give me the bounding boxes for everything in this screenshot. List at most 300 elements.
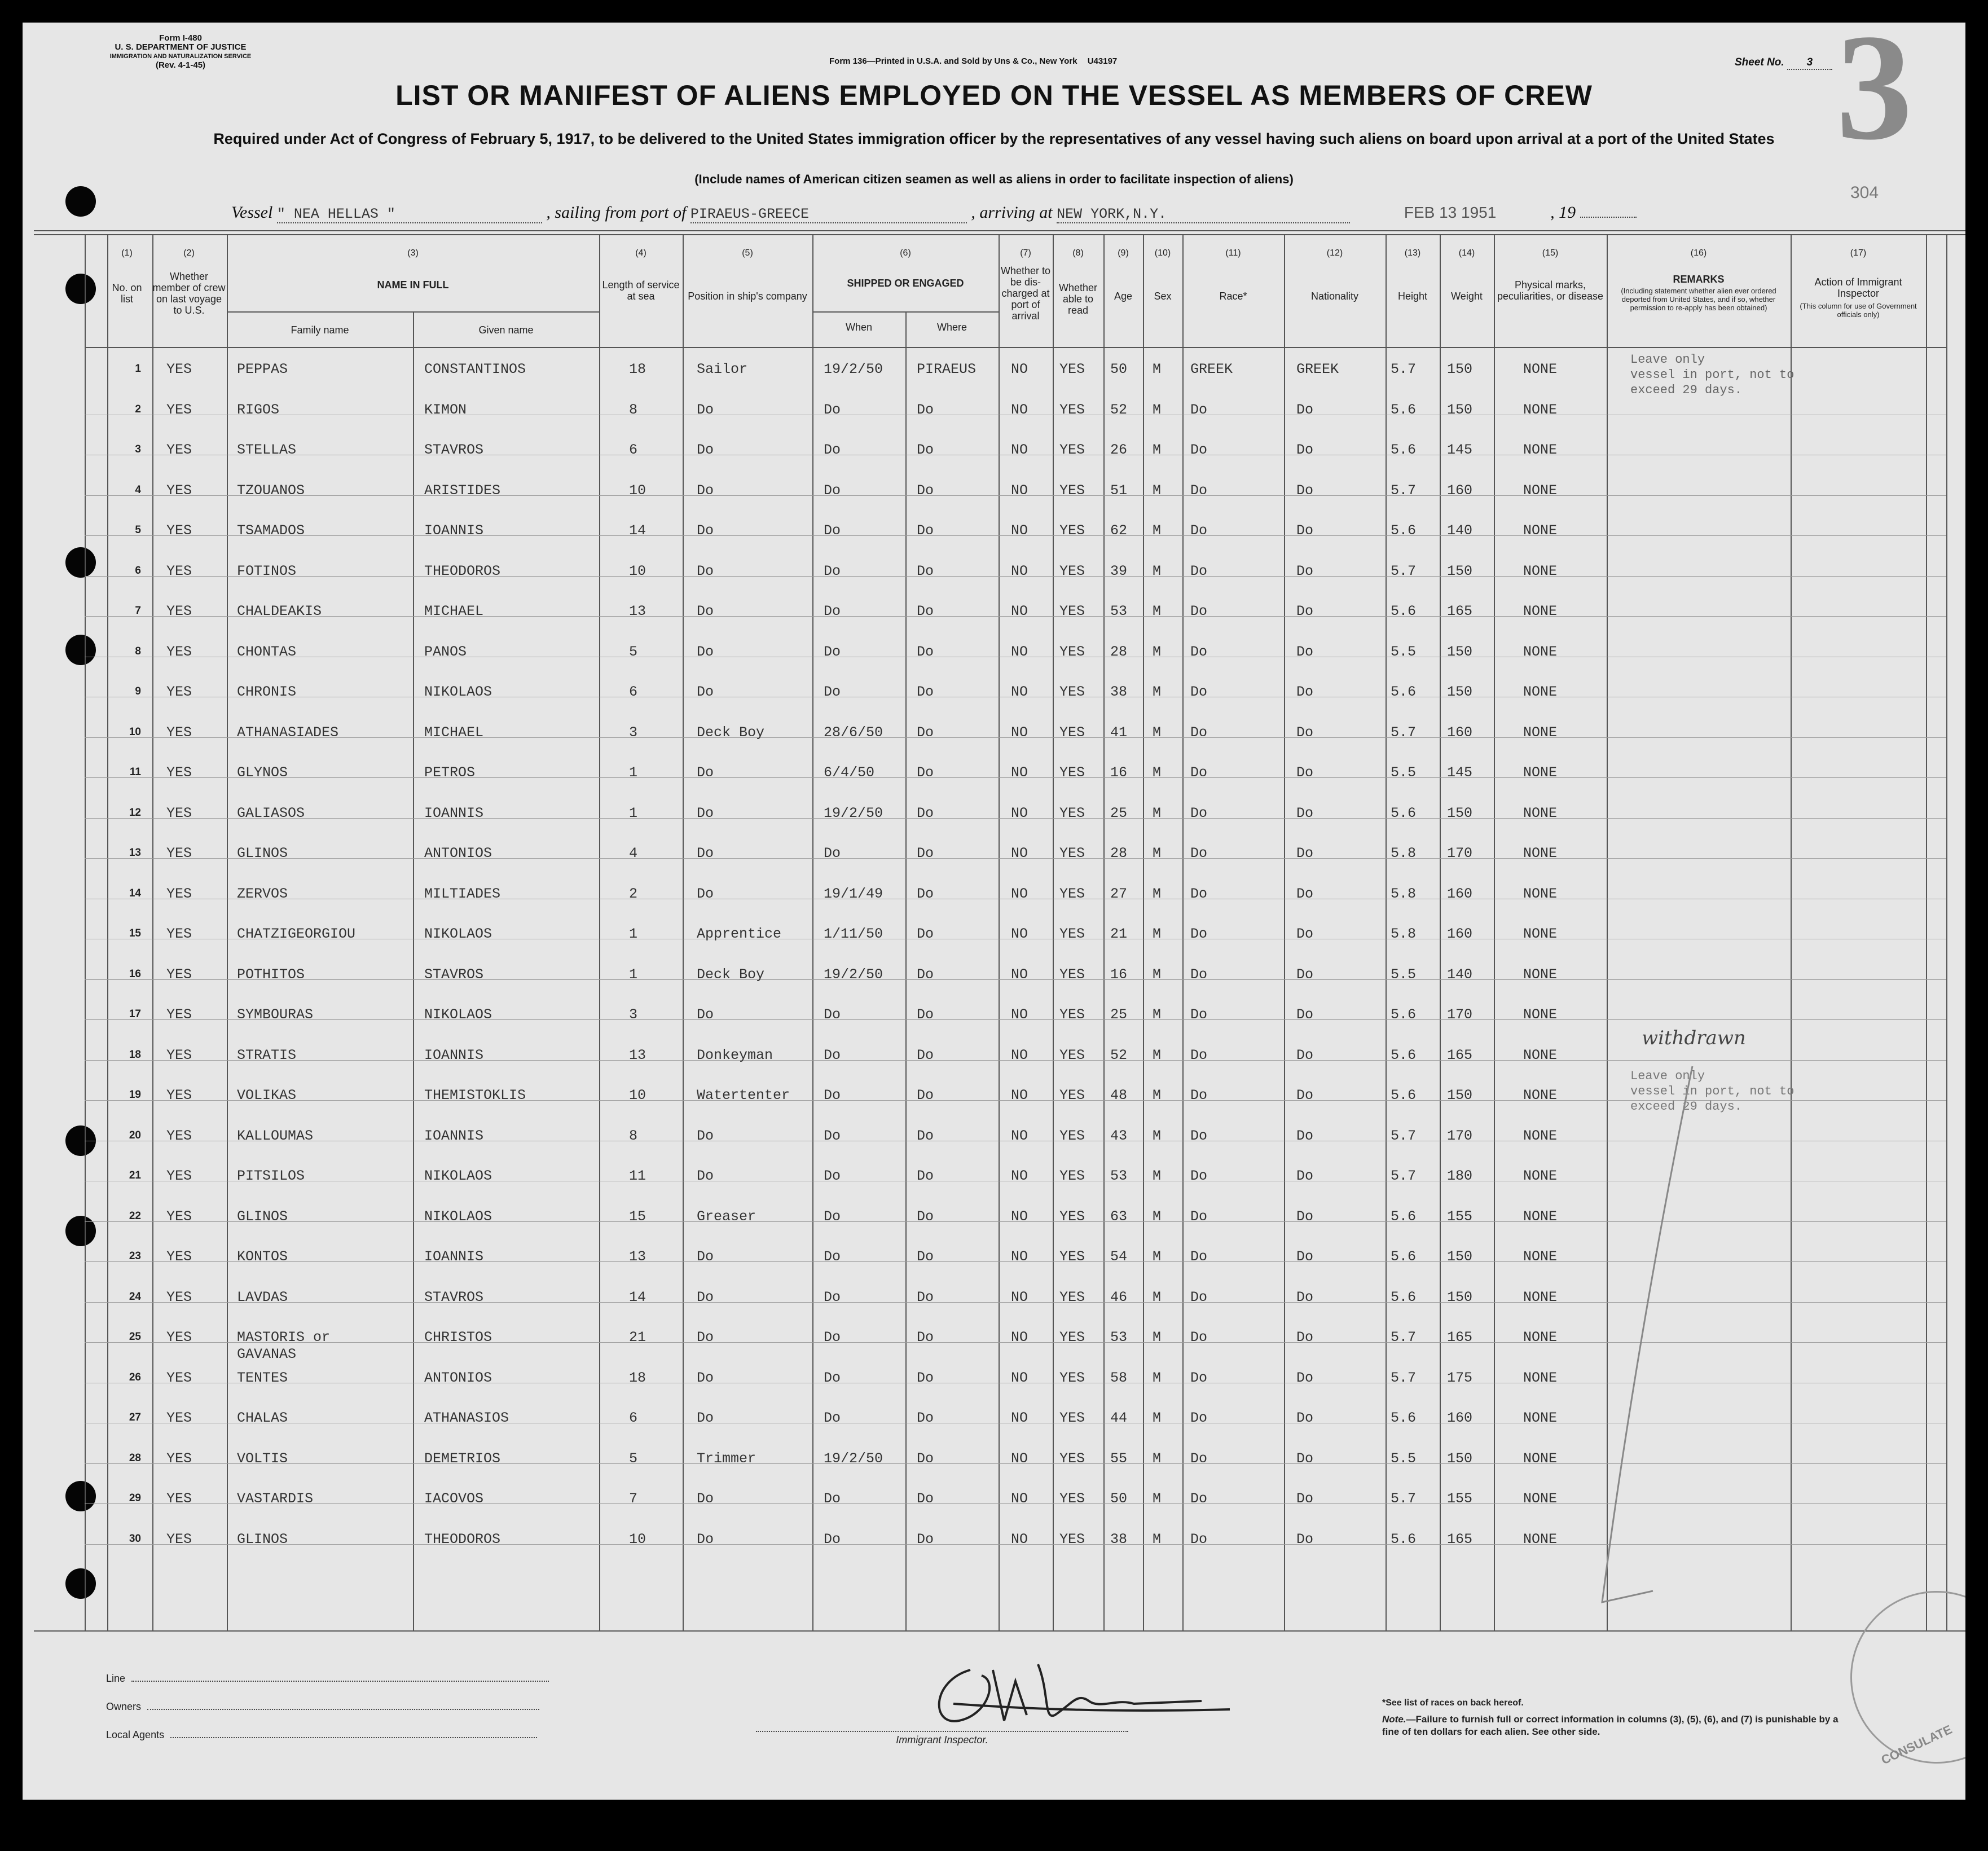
cell-when: Do	[824, 482, 841, 499]
cell-when: Do	[824, 684, 841, 700]
cell-where: PIRAEUS	[917, 361, 977, 377]
cell-family: CHALAS	[237, 1410, 288, 1426]
cell-nationality: Do	[1296, 1329, 1314, 1346]
revision: (Rev. 4-1-45)	[155, 60, 206, 70]
cell-where: Do	[917, 684, 934, 700]
cell-crew: YES	[166, 1168, 192, 1184]
cell-height: 5.6	[1391, 1289, 1417, 1305]
cell-when: 19/2/50	[824, 361, 883, 377]
cell-nationality: Do	[1296, 1289, 1314, 1305]
sheet-label: Sheet No.	[1735, 56, 1784, 68]
cell-discharged: NO	[1011, 482, 1028, 499]
cell-age: 62	[1110, 522, 1128, 539]
cell-age: 26	[1110, 442, 1128, 458]
cell-family: CHALDEAKIS	[237, 603, 322, 619]
cell-race: Do	[1190, 643, 1208, 660]
cell-height: 5.7	[1391, 1168, 1417, 1184]
cell-when: 19/1/49	[824, 885, 883, 902]
row-number: 16	[129, 968, 141, 980]
cell-given: ANTONIOS	[424, 845, 492, 861]
cell-service: 3	[629, 724, 638, 741]
service: IMMIGRATION AND NATURALIZATION SERVICE	[109, 53, 252, 60]
cell-family: GLYNOS	[237, 764, 288, 781]
cell-where: Do	[917, 885, 934, 902]
cell-crew: YES	[166, 562, 192, 579]
cell-position: Do	[697, 401, 714, 418]
grid-line	[812, 234, 813, 1630]
owners-label: Owners	[106, 1701, 142, 1712]
cell-marks: NONE	[1523, 724, 1558, 741]
cell-weight: 175	[1447, 1369, 1473, 1386]
cell-age: 52	[1110, 401, 1128, 418]
cell-where: Do	[917, 1087, 934, 1103]
note-label: Note.	[1382, 1714, 1406, 1725]
cell-nationality: Do	[1296, 724, 1314, 741]
cell-sex: M	[1153, 1450, 1162, 1467]
page-title: LIST OR MANIFEST OF ALIENS EMPLOYED ON THE VESSEL AS MEMBERS OF CREW	[395, 80, 1593, 111]
cell-where: Do	[917, 1006, 934, 1023]
cell-sex: M	[1153, 1491, 1162, 1507]
cell-read: YES	[1059, 1369, 1085, 1386]
cell-read: YES	[1059, 603, 1085, 619]
cell-weight: 165	[1447, 1329, 1473, 1346]
cell-given: IOANNIS	[424, 1127, 484, 1144]
cell-when: Do	[824, 1047, 841, 1063]
cell-sex: M	[1153, 1006, 1162, 1023]
cell-height: 5.7	[1391, 1491, 1417, 1507]
cell-when: Do	[824, 442, 841, 458]
col3-family-header: Family name	[291, 324, 349, 336]
cell-service: 1	[629, 966, 638, 983]
cell-read: YES	[1059, 361, 1085, 377]
cell-family: TSAMADOS	[237, 522, 305, 539]
cell-race: Do	[1190, 562, 1208, 579]
remark-leave-18-2: vessel in port, not to	[1630, 1084, 1795, 1098]
cell-nationality: Do	[1296, 1208, 1314, 1225]
cell-sex: M	[1153, 804, 1162, 821]
cell-weight: 150	[1447, 804, 1473, 821]
col4-header: Length of service at sea	[602, 279, 680, 302]
col11-header: Race*	[1219, 291, 1247, 302]
col1-header: No. on list	[112, 282, 142, 305]
cell-height: 5.6	[1391, 804, 1417, 821]
cell-family: LAVDAS	[237, 1289, 288, 1305]
cell-crew: YES	[166, 1006, 192, 1023]
cell-marks: NONE	[1523, 764, 1558, 781]
cell-marks: NONE	[1523, 482, 1558, 499]
cell-crew: YES	[166, 966, 192, 983]
col12-header: Nationality	[1310, 291, 1359, 302]
cell-service: 1	[629, 764, 638, 781]
cell-when: Do	[824, 603, 841, 619]
grid-line	[599, 234, 600, 1630]
grid-line	[905, 311, 907, 1630]
cell-read: YES	[1059, 522, 1085, 539]
cell-nationality: Do	[1296, 764, 1314, 781]
cell-marks: NONE	[1523, 1329, 1558, 1346]
cell-read: YES	[1059, 966, 1085, 983]
cell-position: Do	[697, 804, 714, 821]
cell-family: TZOUANOS	[237, 482, 305, 499]
cell-given: IOANNIS	[424, 1248, 484, 1265]
cell-age: 46	[1110, 1289, 1128, 1305]
cell-where: Do	[917, 603, 934, 619]
cell-family: RIGOS	[237, 401, 280, 418]
col2-header: Whether member of crew on last voyage to U.S.	[152, 271, 226, 316]
cell-weight: 140	[1447, 522, 1473, 539]
cell-race: Do	[1190, 1369, 1208, 1386]
grid-line	[1386, 234, 1387, 1630]
cell-service: 6	[629, 442, 638, 458]
cell-race: Do	[1190, 1248, 1208, 1265]
cell-weight: 150	[1447, 643, 1473, 660]
cell-service: 10	[629, 562, 646, 579]
cell-weight: 170	[1447, 1006, 1473, 1023]
cell-when: Do	[824, 1329, 841, 1346]
cell-nationality: Do	[1296, 482, 1314, 499]
cell-height: 5.8	[1391, 885, 1417, 902]
cell-crew: YES	[166, 1450, 192, 1467]
cell-position: Do	[697, 1127, 714, 1144]
cell-where: Do	[917, 1491, 934, 1507]
cell-height: 5.6	[1391, 1531, 1417, 1547]
cell-marks: NONE	[1523, 966, 1558, 983]
cell-age: 51	[1110, 482, 1128, 499]
cell-crew: YES	[166, 764, 192, 781]
cell-when: Do	[824, 401, 841, 418]
cell-height: 5.7	[1391, 482, 1417, 499]
cell-where: Do	[917, 1450, 934, 1467]
cell-crew: YES	[166, 724, 192, 741]
cell-discharged: NO	[1011, 926, 1028, 942]
cell-discharged: NO	[1011, 1531, 1028, 1547]
cell-family: GLINOS	[237, 845, 288, 861]
col6-header: SHIPPED OR ENGAGED	[847, 278, 964, 289]
cell-given: NIKOLAOS	[424, 1006, 492, 1023]
cell-sex: M	[1153, 1369, 1162, 1386]
cell-given: STAVROS	[424, 442, 484, 458]
cell-height: 5.6	[1391, 1248, 1417, 1265]
cell-marks: NONE	[1523, 1289, 1558, 1305]
cell-sex: M	[1153, 522, 1162, 539]
row-number: 9	[135, 685, 141, 697]
cell-family: CHATZIGEORGIOU	[237, 926, 356, 942]
cell-weight: 160	[1447, 482, 1473, 499]
cell-family: STELLAS	[237, 442, 297, 458]
sailing-value: PIRAEUS-GREECE	[690, 206, 967, 223]
col17-subheader: (This column for use of Government officials only)	[1800, 302, 1917, 319]
cell-height: 5.7	[1391, 1329, 1417, 1346]
cell-service: 1	[629, 926, 638, 942]
col10-num: (10)	[1154, 248, 1171, 258]
cell-where: Do	[917, 562, 934, 579]
cell-service: 18	[629, 361, 646, 377]
cell-weight: 150	[1447, 1289, 1473, 1305]
cell-crew: YES	[166, 845, 192, 861]
cell-crew: YES	[166, 926, 192, 942]
cell-height: 5.6	[1391, 1410, 1417, 1426]
cell-marks: NONE	[1523, 684, 1558, 700]
cell-read: YES	[1059, 1248, 1085, 1265]
cell-sex: M	[1153, 482, 1162, 499]
cell-height: 5.6	[1391, 401, 1417, 418]
cell-family: CHONTAS	[237, 643, 297, 660]
cell-marks: NONE	[1523, 1127, 1558, 1144]
cell-nationality: Do	[1296, 1450, 1314, 1467]
cell-marks: NONE	[1523, 1369, 1558, 1386]
cell-service: 10	[629, 1531, 646, 1547]
cell-age: 38	[1110, 684, 1128, 700]
cell-when: Do	[824, 1208, 841, 1225]
cell-service: 21	[629, 1329, 646, 1346]
cell-family: GALIASOS	[237, 804, 305, 821]
cell-crew: YES	[166, 804, 192, 821]
cell-position: Do	[697, 603, 714, 619]
cell-read: YES	[1059, 1006, 1085, 1023]
department: U. S. DEPARTMENT OF JUSTICE	[115, 42, 247, 52]
cell-crew: YES	[166, 1047, 192, 1063]
cell-service: 10	[629, 482, 646, 499]
cell-discharged: NO	[1011, 1450, 1028, 1467]
cell-read: YES	[1059, 562, 1085, 579]
cell-marks: NONE	[1523, 442, 1558, 458]
cell-discharged: NO	[1011, 1410, 1028, 1426]
cell-position: Sailor	[697, 361, 748, 377]
cell-sex: M	[1153, 724, 1162, 741]
cell-age: 28	[1110, 845, 1128, 861]
cell-sex: M	[1153, 885, 1162, 902]
cell-crew: YES	[166, 361, 192, 377]
cell-race: Do	[1190, 1208, 1208, 1225]
cell-when: 19/2/50	[824, 966, 883, 983]
cell-family: SYMBOURAS	[237, 1006, 314, 1023]
cell-height: 5.6	[1391, 1087, 1417, 1103]
col6-where-header: Where	[936, 322, 967, 333]
cell-crew: YES	[166, 1369, 192, 1386]
cell-when: Do	[824, 522, 841, 539]
col10-header: Sex	[1154, 291, 1172, 302]
cell-weight: 150	[1447, 562, 1473, 579]
cell-position: Do	[697, 1006, 714, 1023]
cell-where: Do	[917, 1248, 934, 1265]
cell-sex: M	[1153, 1208, 1162, 1225]
cell-position: Do	[697, 845, 714, 861]
cell-race: Do	[1190, 1127, 1208, 1144]
cell-position: Apprentice	[697, 926, 782, 942]
cell-race: Do	[1190, 1006, 1208, 1023]
cell-family: POTHITOS	[237, 966, 305, 983]
cell-race: Do	[1190, 724, 1208, 741]
grid-line	[227, 234, 228, 1630]
cell-read: YES	[1059, 442, 1085, 458]
cell-crew: YES	[166, 1127, 192, 1144]
inspector-signature	[920, 1647, 1235, 1743]
cell-race: Do	[1190, 1087, 1208, 1103]
cell-height: 5.7	[1391, 361, 1417, 377]
cell-position: Do	[697, 1369, 714, 1386]
cell-discharged: NO	[1011, 643, 1028, 660]
cell-family: STRATIS	[237, 1047, 297, 1063]
cell-sex: M	[1153, 926, 1162, 942]
cell-race: Do	[1190, 966, 1208, 983]
grid-line	[1791, 234, 1792, 1630]
cell-height: 5.5	[1391, 966, 1417, 983]
cell-marks: NONE	[1523, 522, 1558, 539]
cell-weight: 170	[1447, 845, 1473, 861]
vessel-value: " NEA HELLAS "	[277, 206, 542, 223]
cell-crew: YES	[166, 1289, 192, 1305]
cell-given: IOANNIS	[424, 1047, 484, 1063]
cell-height: 5.5	[1391, 1450, 1417, 1467]
cell-marks: NONE	[1523, 845, 1558, 861]
cell-age: 52	[1110, 1047, 1128, 1063]
row-number: 11	[129, 766, 141, 778]
cell-position: Deck Boy	[697, 966, 765, 983]
cell-height: 5.5	[1391, 764, 1417, 781]
cell-height: 5.6	[1391, 603, 1417, 619]
cell-weight: 160	[1447, 724, 1473, 741]
cell-weight: 150	[1447, 1450, 1473, 1467]
row-number: 14	[129, 887, 141, 899]
page-stamp: 304	[1850, 183, 1879, 202]
cell-crew: YES	[166, 1208, 192, 1225]
races-note: *See list of races on back hereof.	[1382, 1698, 1524, 1708]
vessel-line	[231, 203, 1924, 223]
cell-family: ATHANASIADES	[237, 724, 339, 741]
cell-weight: 170	[1447, 1127, 1473, 1144]
col6-when-header: When	[845, 322, 873, 333]
cell-discharged: NO	[1011, 1491, 1028, 1507]
cell-service: 5	[629, 1450, 638, 1467]
cell-when: 28/6/50	[824, 724, 883, 741]
cell-nationality: Do	[1296, 522, 1314, 539]
cell-read: YES	[1059, 926, 1085, 942]
cell-when: Do	[824, 1410, 841, 1426]
row-number: 23	[129, 1250, 141, 1262]
col2-num: (2)	[183, 248, 195, 258]
cell-weight: 165	[1447, 1531, 1473, 1547]
cell-race: Do	[1190, 1531, 1208, 1547]
grid-line	[1926, 234, 1927, 1630]
remark-leave-2: vessel in port, not to	[1630, 368, 1795, 382]
grid-line	[1494, 234, 1495, 1630]
cell-marks: NONE	[1523, 1450, 1558, 1467]
col13-header: Height	[1397, 291, 1428, 302]
col4-num: (4)	[635, 248, 646, 258]
footer-owners	[106, 1701, 539, 1713]
cell-sex: M	[1153, 643, 1162, 660]
remark-handwriting: withdrawn	[1642, 1027, 1746, 1049]
cell-read: YES	[1059, 1208, 1085, 1225]
cell-nationality: Do	[1296, 1410, 1314, 1426]
cell-where: Do	[917, 764, 934, 781]
cell-height: 5.6	[1391, 1208, 1417, 1225]
page-subtitle: Required under Act of Congress of February 5, 1917, to be delivered to the United States immigration officer by the representatives of any vessel having such aliens on board upon arrival at a port of the United States	[213, 130, 1775, 147]
cell-family: GLINOS	[237, 1531, 288, 1547]
cell-race: Do	[1190, 1329, 1208, 1346]
cell-position: Do	[697, 442, 714, 458]
cell-weight: 160	[1447, 885, 1473, 902]
col17-num: (17)	[1850, 248, 1867, 258]
cell-given: THEODOROS	[424, 562, 501, 579]
owners-blank	[147, 1709, 539, 1710]
cell-family: KONTOS	[237, 1248, 288, 1265]
cell-read: YES	[1059, 764, 1085, 781]
cell-crew: YES	[166, 1248, 192, 1265]
cell-height: 5.8	[1391, 926, 1417, 942]
punch-hole	[65, 547, 96, 578]
col16-header: REMARKS	[1673, 274, 1725, 285]
cell-age: 38	[1110, 1531, 1128, 1547]
cell-discharged: NO	[1011, 401, 1028, 418]
cell-family: KALLOUMAS	[237, 1127, 314, 1144]
cell-race: Do	[1190, 1289, 1208, 1305]
cell-where: Do	[917, 1289, 934, 1305]
cell-marks: NONE	[1523, 361, 1558, 377]
cell-position: Do	[697, 764, 714, 781]
cell-read: YES	[1059, 1047, 1085, 1063]
cell-where: Do	[917, 643, 934, 660]
cell-service: 6	[629, 1410, 638, 1426]
cell-nationality: Do	[1296, 926, 1314, 942]
cell-race: Do	[1190, 442, 1208, 458]
col14-header: Weight	[1451, 291, 1483, 302]
cell-where: Do	[917, 966, 934, 983]
col5-num: (5)	[742, 248, 753, 258]
row-number: 3	[135, 443, 141, 455]
cell-given: NIKOLAOS	[424, 926, 492, 942]
cell-weight: 155	[1447, 1208, 1473, 1225]
cell-sex: M	[1153, 1289, 1162, 1305]
cell-weight: 160	[1447, 926, 1473, 942]
cell-weight: 140	[1447, 966, 1473, 983]
cell-age: 28	[1110, 643, 1128, 660]
cell-height: 5.8	[1391, 845, 1417, 861]
col3-num: (3)	[407, 248, 419, 258]
cell-marks: NONE	[1523, 1006, 1558, 1023]
grid-line	[34, 234, 1965, 235]
cell-read: YES	[1059, 1168, 1085, 1184]
cell-nationality: Do	[1296, 1006, 1314, 1023]
cell-nationality: GREEK	[1296, 361, 1339, 377]
remark-leave-18-1: Leave only	[1630, 1069, 1705, 1083]
punch-hole	[65, 1216, 96, 1246]
cell-given: PANOS	[424, 643, 467, 660]
cell-given: IACOVOS	[424, 1491, 484, 1507]
cell-crew: YES	[166, 401, 192, 418]
cell-sex: M	[1153, 1248, 1162, 1265]
cell-service: 6	[629, 684, 638, 700]
cell-marks: NONE	[1523, 1087, 1558, 1103]
cell-service: 5	[629, 643, 638, 660]
cell-where: Do	[917, 1168, 934, 1184]
cell-weight: 145	[1447, 442, 1473, 458]
row-number: 28	[129, 1452, 141, 1464]
year-label: , 19	[1550, 203, 1576, 222]
remark-leave-18-3: exceed 29 days.	[1630, 1100, 1743, 1114]
remark-leave-3: exceed 29 days.	[1630, 383, 1743, 397]
cell-race: Do	[1190, 1491, 1208, 1507]
col3-header: NAME IN FULL	[377, 279, 449, 291]
cell-marks: NONE	[1523, 643, 1558, 660]
col14-num: (14)	[1458, 248, 1475, 258]
cell-read: YES	[1059, 643, 1085, 660]
cell-height: 5.6	[1391, 442, 1417, 458]
cell-age: 48	[1110, 1087, 1128, 1103]
cell-when: 19/2/50	[824, 1450, 883, 1467]
cell-read: YES	[1059, 1410, 1085, 1426]
cell-when: Do	[824, 1369, 841, 1386]
